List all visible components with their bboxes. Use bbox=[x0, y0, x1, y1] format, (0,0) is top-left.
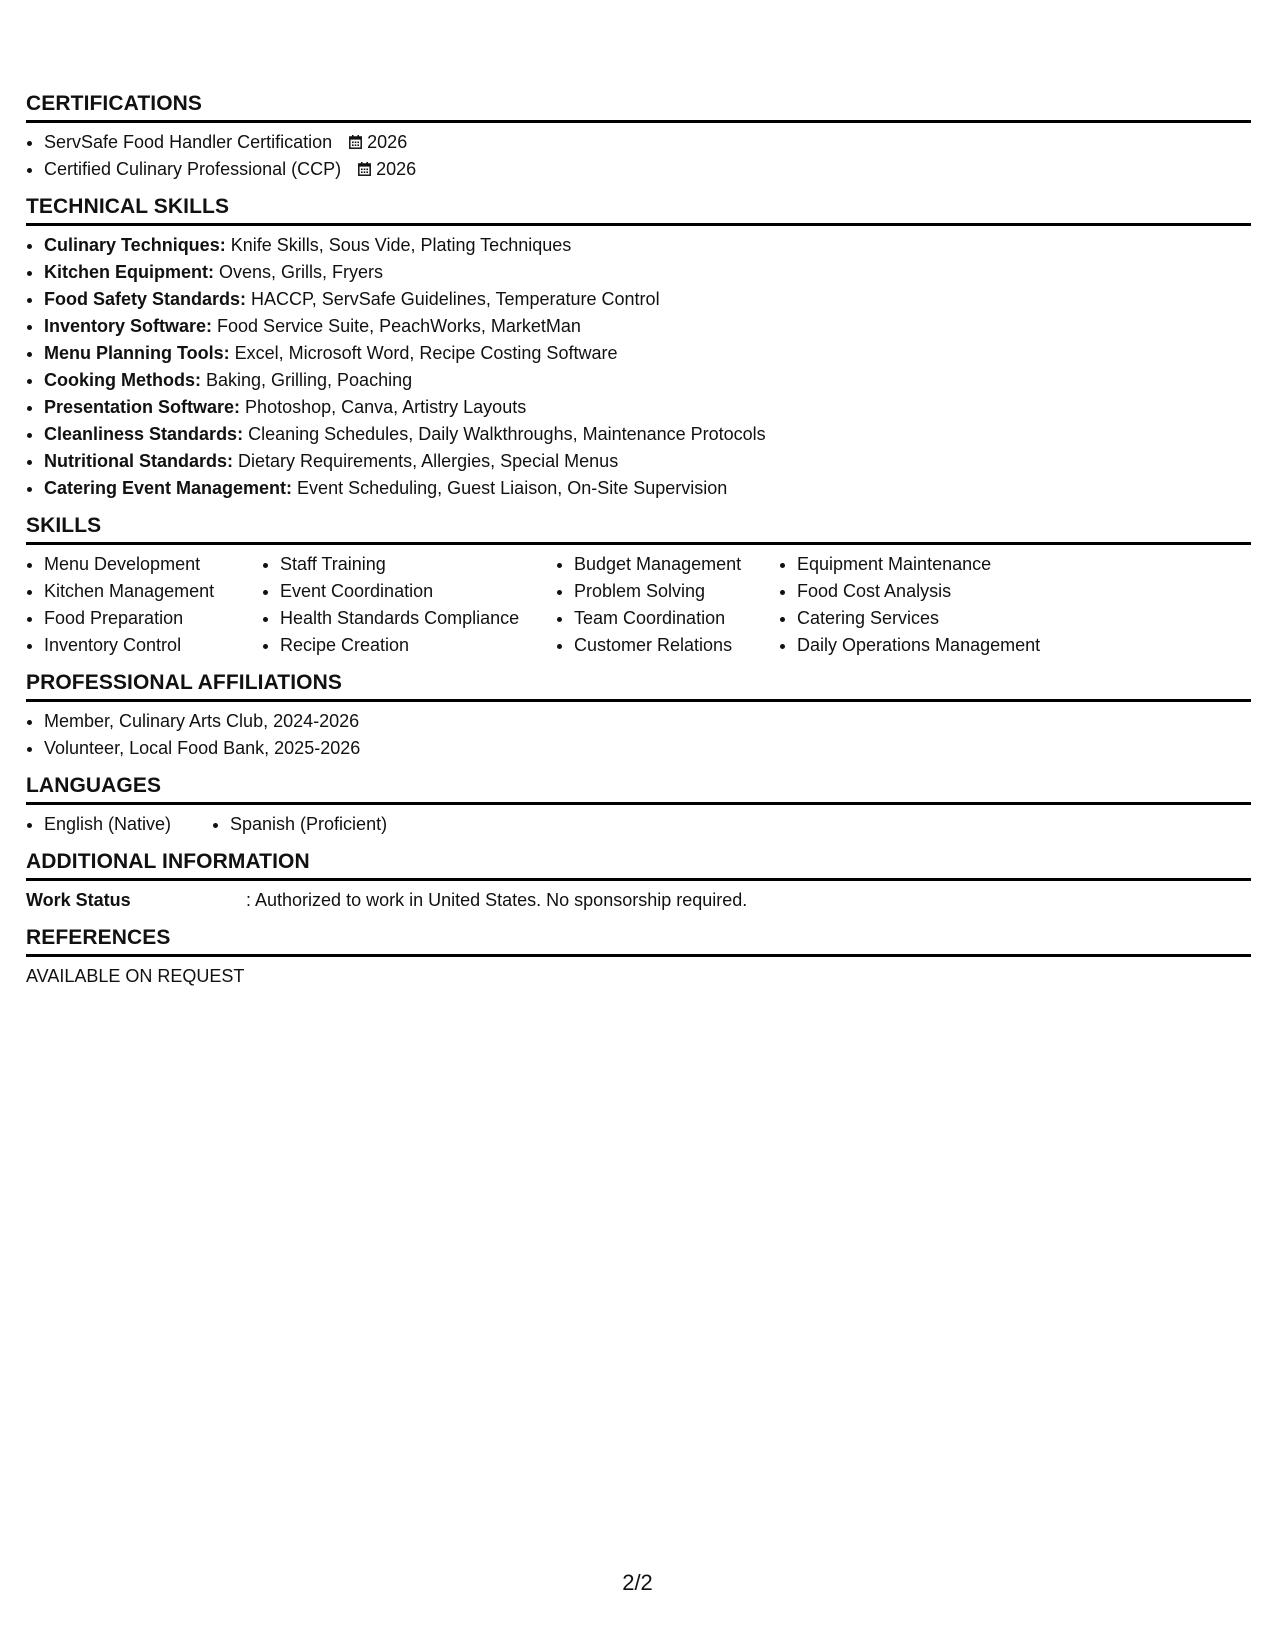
list-item: • Customer Relations bbox=[574, 632, 779, 659]
certifications-list bbox=[26, 129, 1251, 183]
list-item: • Food Preparation bbox=[44, 605, 262, 632]
skill-category: Cleanliness Standards: bbox=[44, 424, 244, 444]
skill-values: Cleaning Schedules, Daily Walkthroughs, Maintenance Protocols bbox=[243, 424, 766, 444]
list-item bbox=[44, 421, 1251, 448]
skill-values: Excel, Microsoft Word, Recipe Costing Software bbox=[229, 343, 618, 363]
list-item: • Menu Development bbox=[44, 551, 262, 578]
skill-values: Baking, Grilling, Poaching bbox=[200, 370, 413, 390]
section-title-affiliations: PROFESSIONAL AFFILIATIONS bbox=[26, 671, 342, 694]
list-item: • Inventory Control bbox=[44, 632, 262, 659]
additional-info-section bbox=[26, 848, 1251, 914]
list-item: • Kitchen Management bbox=[44, 578, 262, 605]
section-divider bbox=[26, 120, 1251, 123]
section-title-technical-skills: TECHNICAL SKILLS bbox=[26, 195, 230, 218]
skill-values: Event Scheduling, Guest Liaison, On-Site Supervision bbox=[292, 478, 728, 498]
calendar-icon bbox=[349, 135, 362, 149]
list-item bbox=[44, 129, 1251, 156]
skill-category: Inventory Software: bbox=[44, 316, 213, 336]
list-item: • Staff Training bbox=[280, 551, 556, 578]
certification-name: ServSafe Food Handler Certification bbox=[44, 132, 333, 152]
work-status-value: : Authorized to work in United States. No sponsorship required. bbox=[246, 890, 748, 910]
list-item: • Member, Culinary Arts Club, 2024-2026 bbox=[44, 708, 1251, 735]
skill-category: Nutritional Standards: bbox=[44, 451, 234, 471]
section-title-skills: SKILLS bbox=[26, 514, 102, 537]
certification-year: 2026 bbox=[367, 132, 408, 152]
list-item: • Volunteer, Local Food Bank, 2025-2026 bbox=[44, 735, 1251, 762]
skill-values: Photoshop, Canva, Artistry Layouts bbox=[240, 397, 527, 417]
calendar-icon bbox=[358, 162, 371, 176]
references-section bbox=[26, 924, 1251, 990]
page-number: 2/2 bbox=[622, 1570, 653, 1595]
skill-values: Dietary Requirements, Allergies, Special Menus bbox=[233, 451, 619, 471]
list-item: • Recipe Creation bbox=[280, 632, 556, 659]
list-item bbox=[44, 340, 1251, 367]
skills-column-1 bbox=[26, 551, 262, 659]
section-divider bbox=[26, 954, 1251, 957]
list-item bbox=[44, 475, 1251, 502]
section-divider bbox=[26, 699, 1251, 702]
work-status-label: Work Status bbox=[26, 890, 131, 910]
list-item: • English (Native) bbox=[44, 811, 212, 838]
list-item: • Food Cost Analysis bbox=[797, 578, 1097, 605]
list-item bbox=[44, 367, 1251, 394]
list-item: • Event Coordination bbox=[280, 578, 556, 605]
skills-section bbox=[26, 512, 1251, 659]
skill-values: Food Service Suite, PeachWorks, MarketMan bbox=[212, 316, 581, 336]
section-title-certifications: CERTIFICATIONS bbox=[26, 92, 203, 115]
skill-values: HACCP, ServSafe Guidelines, Temperature Control bbox=[246, 289, 660, 309]
list-item: • Budget Management bbox=[574, 551, 779, 578]
section-title-additional-info: ADDITIONAL INFORMATION bbox=[26, 850, 310, 873]
affiliations-section bbox=[26, 669, 1251, 762]
skill-category: Food Safety Standards: bbox=[44, 289, 247, 309]
list-item: • Team Coordination bbox=[574, 605, 779, 632]
skill-category: Kitchen Equipment: bbox=[44, 262, 214, 282]
skill-category: Menu Planning Tools: bbox=[44, 343, 230, 363]
skills-column-2 bbox=[262, 551, 556, 659]
section-divider bbox=[26, 802, 1251, 805]
skill-category: Catering Event Management: bbox=[44, 478, 293, 498]
skill-values: Ovens, Grills, Fryers bbox=[214, 262, 384, 282]
languages-list bbox=[26, 811, 1251, 838]
certification-name: Certified Culinary Professional (CCP) bbox=[44, 159, 342, 179]
skill-values: Knife Skills, Sous Vide, Plating Techniques bbox=[225, 235, 572, 255]
resume-page bbox=[26, 90, 1251, 996]
skill-category: Presentation Software: bbox=[44, 397, 241, 417]
section-title-references: REFERENCES bbox=[26, 926, 171, 949]
skills-grid bbox=[26, 551, 1251, 659]
list-item bbox=[44, 448, 1251, 475]
list-item bbox=[44, 286, 1251, 313]
list-item: • Spanish (Proficient) bbox=[230, 811, 387, 838]
skill-category: Culinary Techniques: bbox=[44, 235, 226, 255]
list-item bbox=[44, 156, 1251, 183]
list-item: • Health Standards Compliance bbox=[280, 605, 556, 632]
technical-skills-list bbox=[26, 232, 1251, 502]
section-divider bbox=[26, 878, 1251, 881]
languages-section bbox=[26, 772, 1251, 838]
affiliations-list bbox=[26, 708, 1251, 762]
list-item bbox=[44, 313, 1251, 340]
list-item: • Problem Solving bbox=[574, 578, 779, 605]
list-item bbox=[44, 394, 1251, 421]
languages-column-1 bbox=[26, 811, 212, 838]
list-item bbox=[44, 232, 1251, 259]
technical-skills-section bbox=[26, 193, 1251, 502]
skill-category: Cooking Methods: bbox=[44, 370, 201, 390]
languages-column-2 bbox=[212, 811, 387, 838]
references-text: AVAILABLE ON REQUEST bbox=[26, 966, 245, 986]
section-divider bbox=[26, 223, 1251, 226]
list-item: • Catering Services bbox=[797, 605, 1097, 632]
work-status-row bbox=[26, 887, 1251, 914]
skills-column-3 bbox=[556, 551, 779, 659]
list-item: • Daily Operations Management bbox=[797, 632, 1097, 659]
certification-year: 2026 bbox=[376, 159, 417, 179]
section-title-languages: LANGUAGES bbox=[26, 774, 162, 797]
section-divider bbox=[26, 542, 1251, 545]
list-item bbox=[44, 259, 1251, 286]
list-item: • Equipment Maintenance bbox=[797, 551, 1097, 578]
certifications-section bbox=[26, 90, 1251, 183]
skills-column-4 bbox=[779, 551, 1097, 659]
